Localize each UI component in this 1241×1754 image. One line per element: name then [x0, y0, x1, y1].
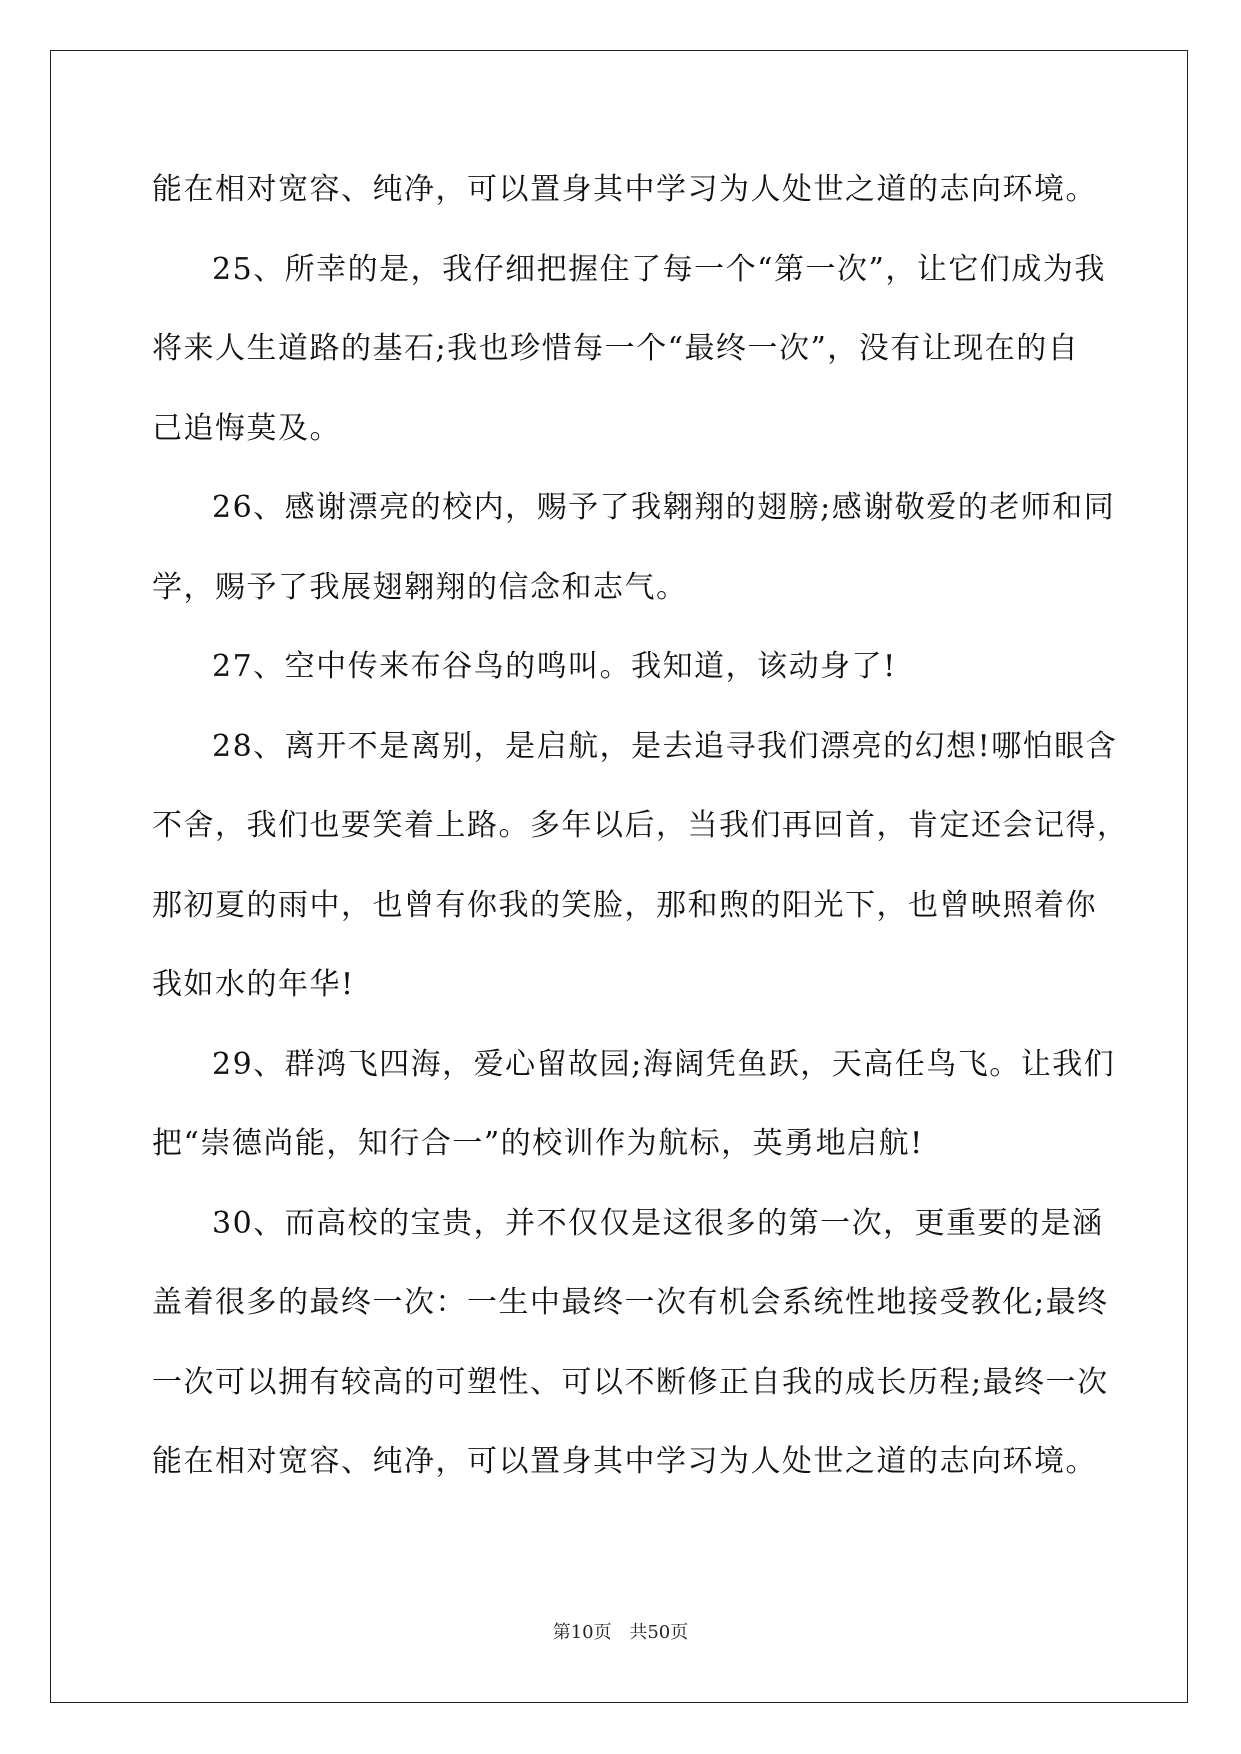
text-line-1: 能在相对宽容、纯净，可以置身其中学习为人处世之道的志向环境。 — [152, 172, 1097, 207]
text-line-4: 己追悔莫及。 — [152, 410, 341, 446]
text-line-3: 将来人生道路的基石;我也珍惜每一个“最终一次”，没有让现在的自 — [152, 331, 1080, 366]
text-line-17: 能在相对宽容、纯净，可以置身其中学习为人处世之道的志向环境。 — [152, 1444, 1097, 1479]
text-line-11: 我如水的年华! — [152, 967, 355, 1002]
text-line-16: 一次可以拥有较高的可塑性、可以不断修正自我的成长历程;最终一次 — [152, 1364, 1109, 1400]
text-line-5: 26、感谢漂亮的校内，赐予了我翱翔的翅膀;感谢敬爱的老师和同 — [212, 490, 1116, 525]
page-footer — [0, 1618, 1241, 1644]
text-line-10: 那初夏的雨中，也曾有你我的笑脸，那和煦的阳光下，也曾映照着你 — [152, 887, 1097, 923]
text-line-2: 25、所幸的是，我仔细把握住了每一个“第一次”，让它们成为我 — [212, 251, 1106, 287]
text-line-14: 30、而高校的宝贵，并不仅仅是这很多的第一次，更重要的是涵 — [212, 1205, 1104, 1241]
text-line-9: 不舍，我们也要笑着上路。多年以后，当我们再回首，肯定还会记得， — [152, 808, 1129, 843]
document-body — [152, 150, 1129, 1502]
text-line-13: 把“崇德尚能，知行合一”的校训作为航标，英勇地启航! — [152, 1126, 924, 1161]
page-number-total: 共50页 — [629, 1622, 689, 1643]
text-line-6: 学，赐予了我展翅翱翔的信念和志气。 — [152, 569, 688, 605]
text-line-8: 28、离开不是离别，是启航，是去追寻我们漂亮的幻想!哪怕眼含 — [212, 728, 1118, 764]
text-line-15: 盖着很多的最终一次：一生中最终一次有机会系统性地接受教化;最终 — [152, 1285, 1109, 1320]
page-number-current: 第10页 — [552, 1622, 612, 1643]
text-line-7: 27、空中传来布谷鸟的鸣叫。我知道，该动身了! — [212, 649, 897, 684]
text-line-12: 29、群鸿飞四海，爱心留故园;海阔凭鱼跃，天高任鸟飞。让我们 — [212, 1046, 1116, 1082]
